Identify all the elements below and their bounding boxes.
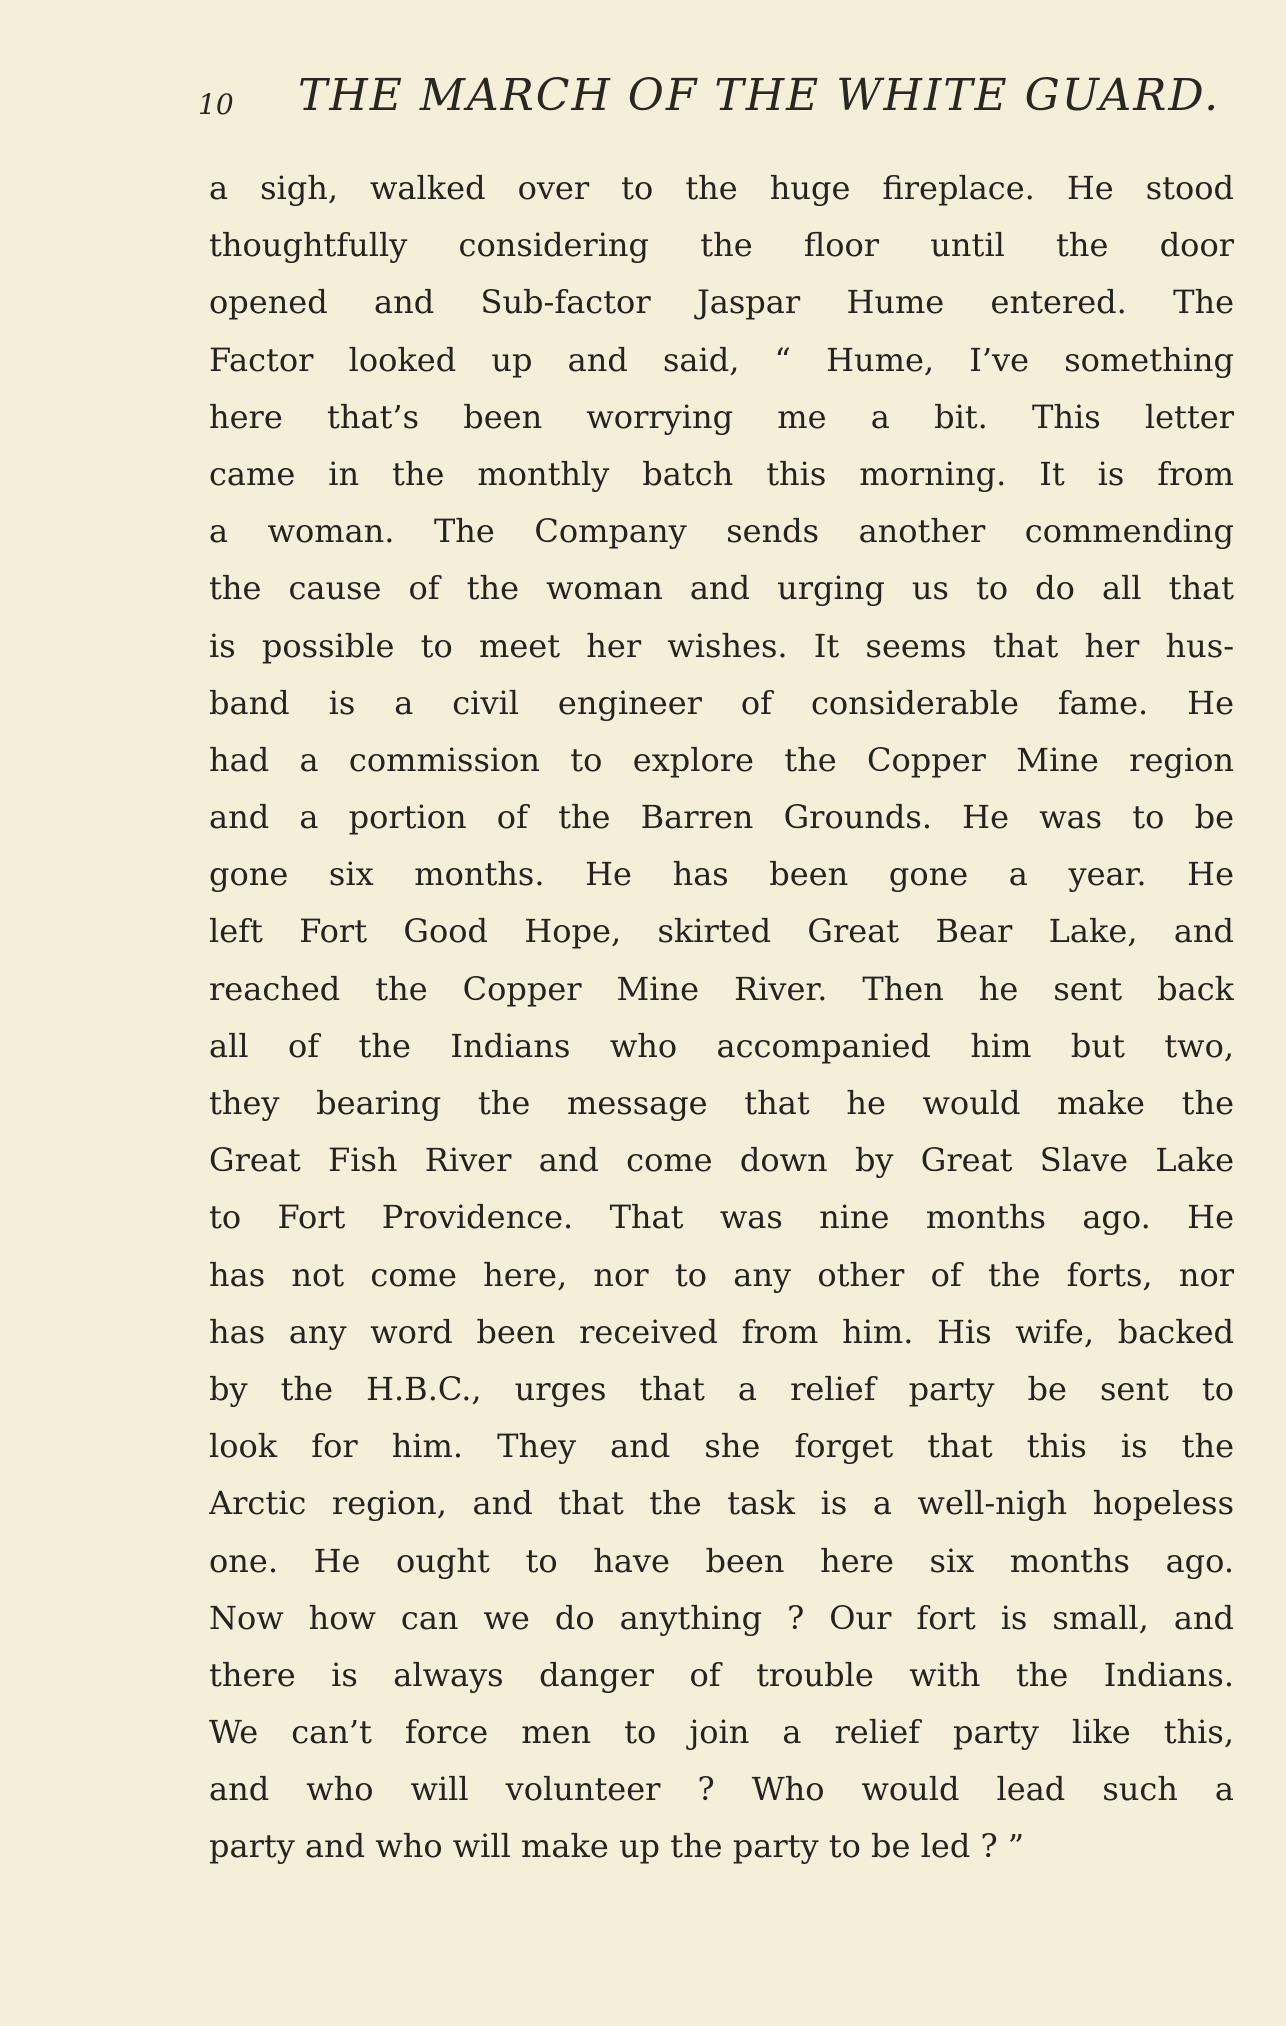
text-line: a woman. The Company sends another commending (209, 512, 1234, 551)
text-line: a sigh, walked over to the huge fireplace. He stood (209, 169, 1234, 207)
text-line: and a portion of the Barren Grounds. He was to be (209, 798, 1234, 837)
text-line: Great Fish River and come down by Great Slave Lake (209, 1141, 1234, 1180)
text-line: Factor looked up and said, “ Hume, I’ve something (209, 340, 1234, 379)
text-line: reached the Copper Mine River. Then he sent back (209, 969, 1234, 1008)
text-line: opened and Sub-factor Jaspar Hume entered. The (209, 283, 1234, 322)
body-text (209, 160, 1234, 1876)
text-line: band is a civil engineer of considerable fame. He (209, 683, 1234, 722)
text-line: look for him. They and she forget that this is the (209, 1427, 1234, 1466)
text-line: party and who will make up the party to be led ? ” (209, 1827, 1025, 1866)
text-line: left Fort Good Hope, skirted Great Bear Lake, and (209, 912, 1234, 951)
text-line: they bearing the message that he would make the (209, 1084, 1234, 1122)
text-line: all of the Indians who accompanied him but two, (209, 1026, 1234, 1065)
text-line: Arctic region, and that the task is a well-nigh hopeless (209, 1484, 1234, 1523)
text-line: there is always danger of trouble with the Indians. (209, 1655, 1234, 1694)
text-line: thoughtfully considering the floor until the door (209, 226, 1234, 265)
text-line: the cause of the woman and urging us to do all that (209, 569, 1234, 608)
running-title: THE MARCH OF THE WHITE GUARD. (298, 70, 1221, 121)
text-line: has not come here, nor to any other of the forts, nor (209, 1255, 1234, 1294)
text-line: We can’t force men to join a relief party like this, (209, 1713, 1234, 1752)
page-header (198, 70, 1221, 130)
text-line: and who will volunteer ? Who would lead such a (209, 1770, 1234, 1809)
text-line: had a commission to explore the Copper Mine region (209, 740, 1234, 779)
text-line: Now how can we do anything ? Our fort is small, and (209, 1598, 1234, 1637)
text-line: has any word been received from him. His wife, backed (209, 1312, 1234, 1351)
text-line: is possible to meet her wishes. It seems that her hus- (209, 626, 1234, 665)
text-line: gone six months. He has been gone a year. He (209, 855, 1234, 894)
page-number: 10 (198, 88, 234, 121)
text-line: to Fort Providence. That was nine months ago. He (209, 1198, 1234, 1237)
text-line: came in the monthly batch this morning. It is from (209, 454, 1234, 493)
text-line: one. He ought to have been here six months ago. (209, 1541, 1234, 1580)
text-line: by the H.B.C., urges that a relief party be sent to (209, 1369, 1234, 1408)
text-line: here that’s been worrying me a bit. This letter (209, 397, 1234, 436)
